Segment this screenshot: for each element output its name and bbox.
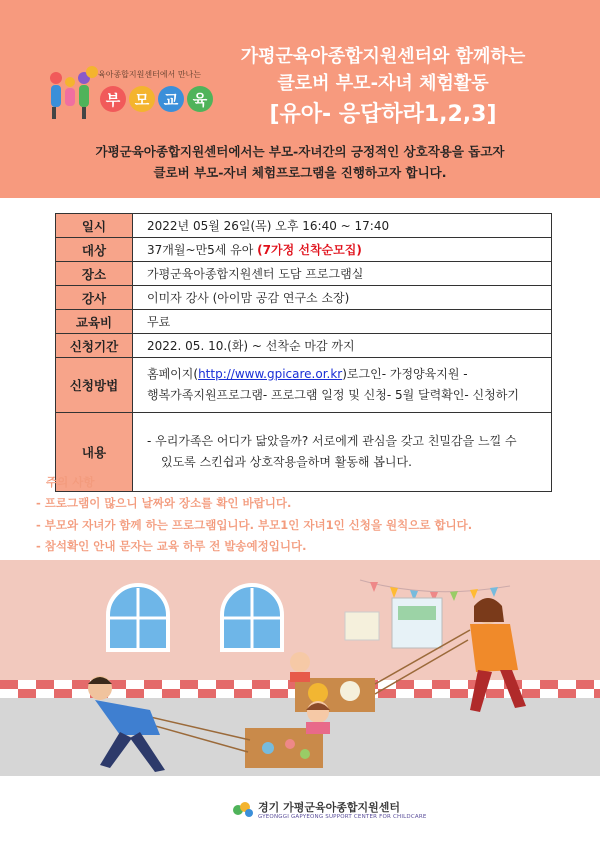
period-label: 신청기간	[56, 334, 133, 358]
notice-title: 주의 사항	[46, 475, 95, 489]
lecturer-label: 강사	[56, 286, 133, 310]
intro-line-2: 클로버 부모-자녀 체험프로그램을 진행하고자 합니다.	[153, 165, 447, 180]
content-line-2: 있도록 스킨쉽과 상호작용을하며 활동해 봅니다.	[161, 455, 412, 469]
notice-item: - 참석확인 안내 문자는 교육 하루 전 발송예정입니다.	[36, 539, 307, 553]
date-value: 2022년 05월 26일(목) 오후 16:40 ~ 17:40	[133, 214, 552, 238]
program-info-table	[55, 213, 552, 492]
title-line-3: [유아- 응답하라1,2,3]	[269, 102, 497, 127]
method-suffix: )로그인- 가정양육지원 -	[342, 367, 468, 381]
method-line-1	[147, 364, 545, 385]
center-mark-icon	[86, 66, 98, 78]
notice-item: - 프로그램이 많으니 날짜와 장소를 확인 바랍니다.	[36, 496, 292, 510]
table-row	[56, 238, 552, 262]
intro-line-1: 가평군육아종합지원센터에서는 부모-자녀간의 긍정적인 상호작용을 돕고자	[95, 144, 505, 159]
logo-badge: 교	[158, 86, 184, 112]
target-cell	[133, 238, 552, 262]
homepage-link[interactable]: http://www.gpicare.or.kr	[198, 367, 343, 381]
target-label: 대상	[56, 238, 133, 262]
date-label: 일시	[56, 214, 133, 238]
center-logo-icon	[232, 800, 254, 820]
table-row	[56, 358, 552, 413]
method-line-2: 행복가족지원프로그램- 프로그램 일정 및 신청- 5월 달력확인- 신청하기	[147, 388, 519, 402]
lecturer-value: 이미자 강사 (아이맘 공감 연구소 소장)	[133, 286, 552, 310]
table-row	[56, 286, 552, 310]
title-line-2: 클로버 부모-자녀 체험활동	[277, 73, 489, 94]
footer-org-english: GYEONGGI GAPYEONG SUPPORT CENTER FOR CHILDCARE	[258, 814, 427, 820]
notice-item: - 부모와 자녀가 함께 하는 프로그램입니다. 부모1인 자녀1인 신청을 원칙으로 합니다.	[36, 517, 473, 532]
place-label: 장소	[56, 262, 133, 286]
period-value: 2022. 05. 10.(화) ~ 선착순 마감 까지	[133, 334, 552, 358]
header-banner	[0, 0, 600, 198]
family-figures-icon	[46, 68, 94, 124]
logo-badges	[100, 86, 213, 112]
footer-org-name: 경기 가평군육아종합지원센터	[258, 801, 400, 814]
intro-text	[40, 141, 560, 183]
content-label: 내용	[56, 413, 133, 492]
method-label: 신청방법	[56, 358, 133, 413]
logo-caption: 육아종합지원센터에서 만나는	[98, 70, 202, 79]
family-play-illustration	[0, 560, 600, 776]
table-row	[56, 310, 552, 334]
logo-badge: 육	[187, 86, 213, 112]
parent-education-logo	[46, 62, 216, 128]
content-line-1: - 우리가족은 어디가 닮았을까? 서로에게 관심을 갖고 친밀감을 느낄 수	[147, 434, 517, 448]
table-row	[56, 262, 552, 286]
footer	[0, 796, 600, 826]
target-note: (7가정 선착순모집)	[257, 243, 362, 257]
method-prefix: 홈페이지(	[147, 367, 199, 381]
logo-badge: 모	[129, 86, 155, 112]
table-row	[56, 334, 552, 358]
target-value: 37개월~만5세 유아	[147, 243, 254, 257]
logo-badge: 부	[100, 86, 126, 112]
method-cell	[133, 358, 552, 413]
table-row	[56, 214, 552, 238]
place-value: 가평군육아종합지원센터 도담 프로그램실	[133, 262, 552, 286]
fee-label: 교육비	[56, 310, 133, 334]
page-title	[228, 44, 538, 132]
title-line-1: 가평군육아종합지원센터와 함께하는	[240, 46, 526, 67]
fee-value: 무료	[133, 310, 552, 334]
